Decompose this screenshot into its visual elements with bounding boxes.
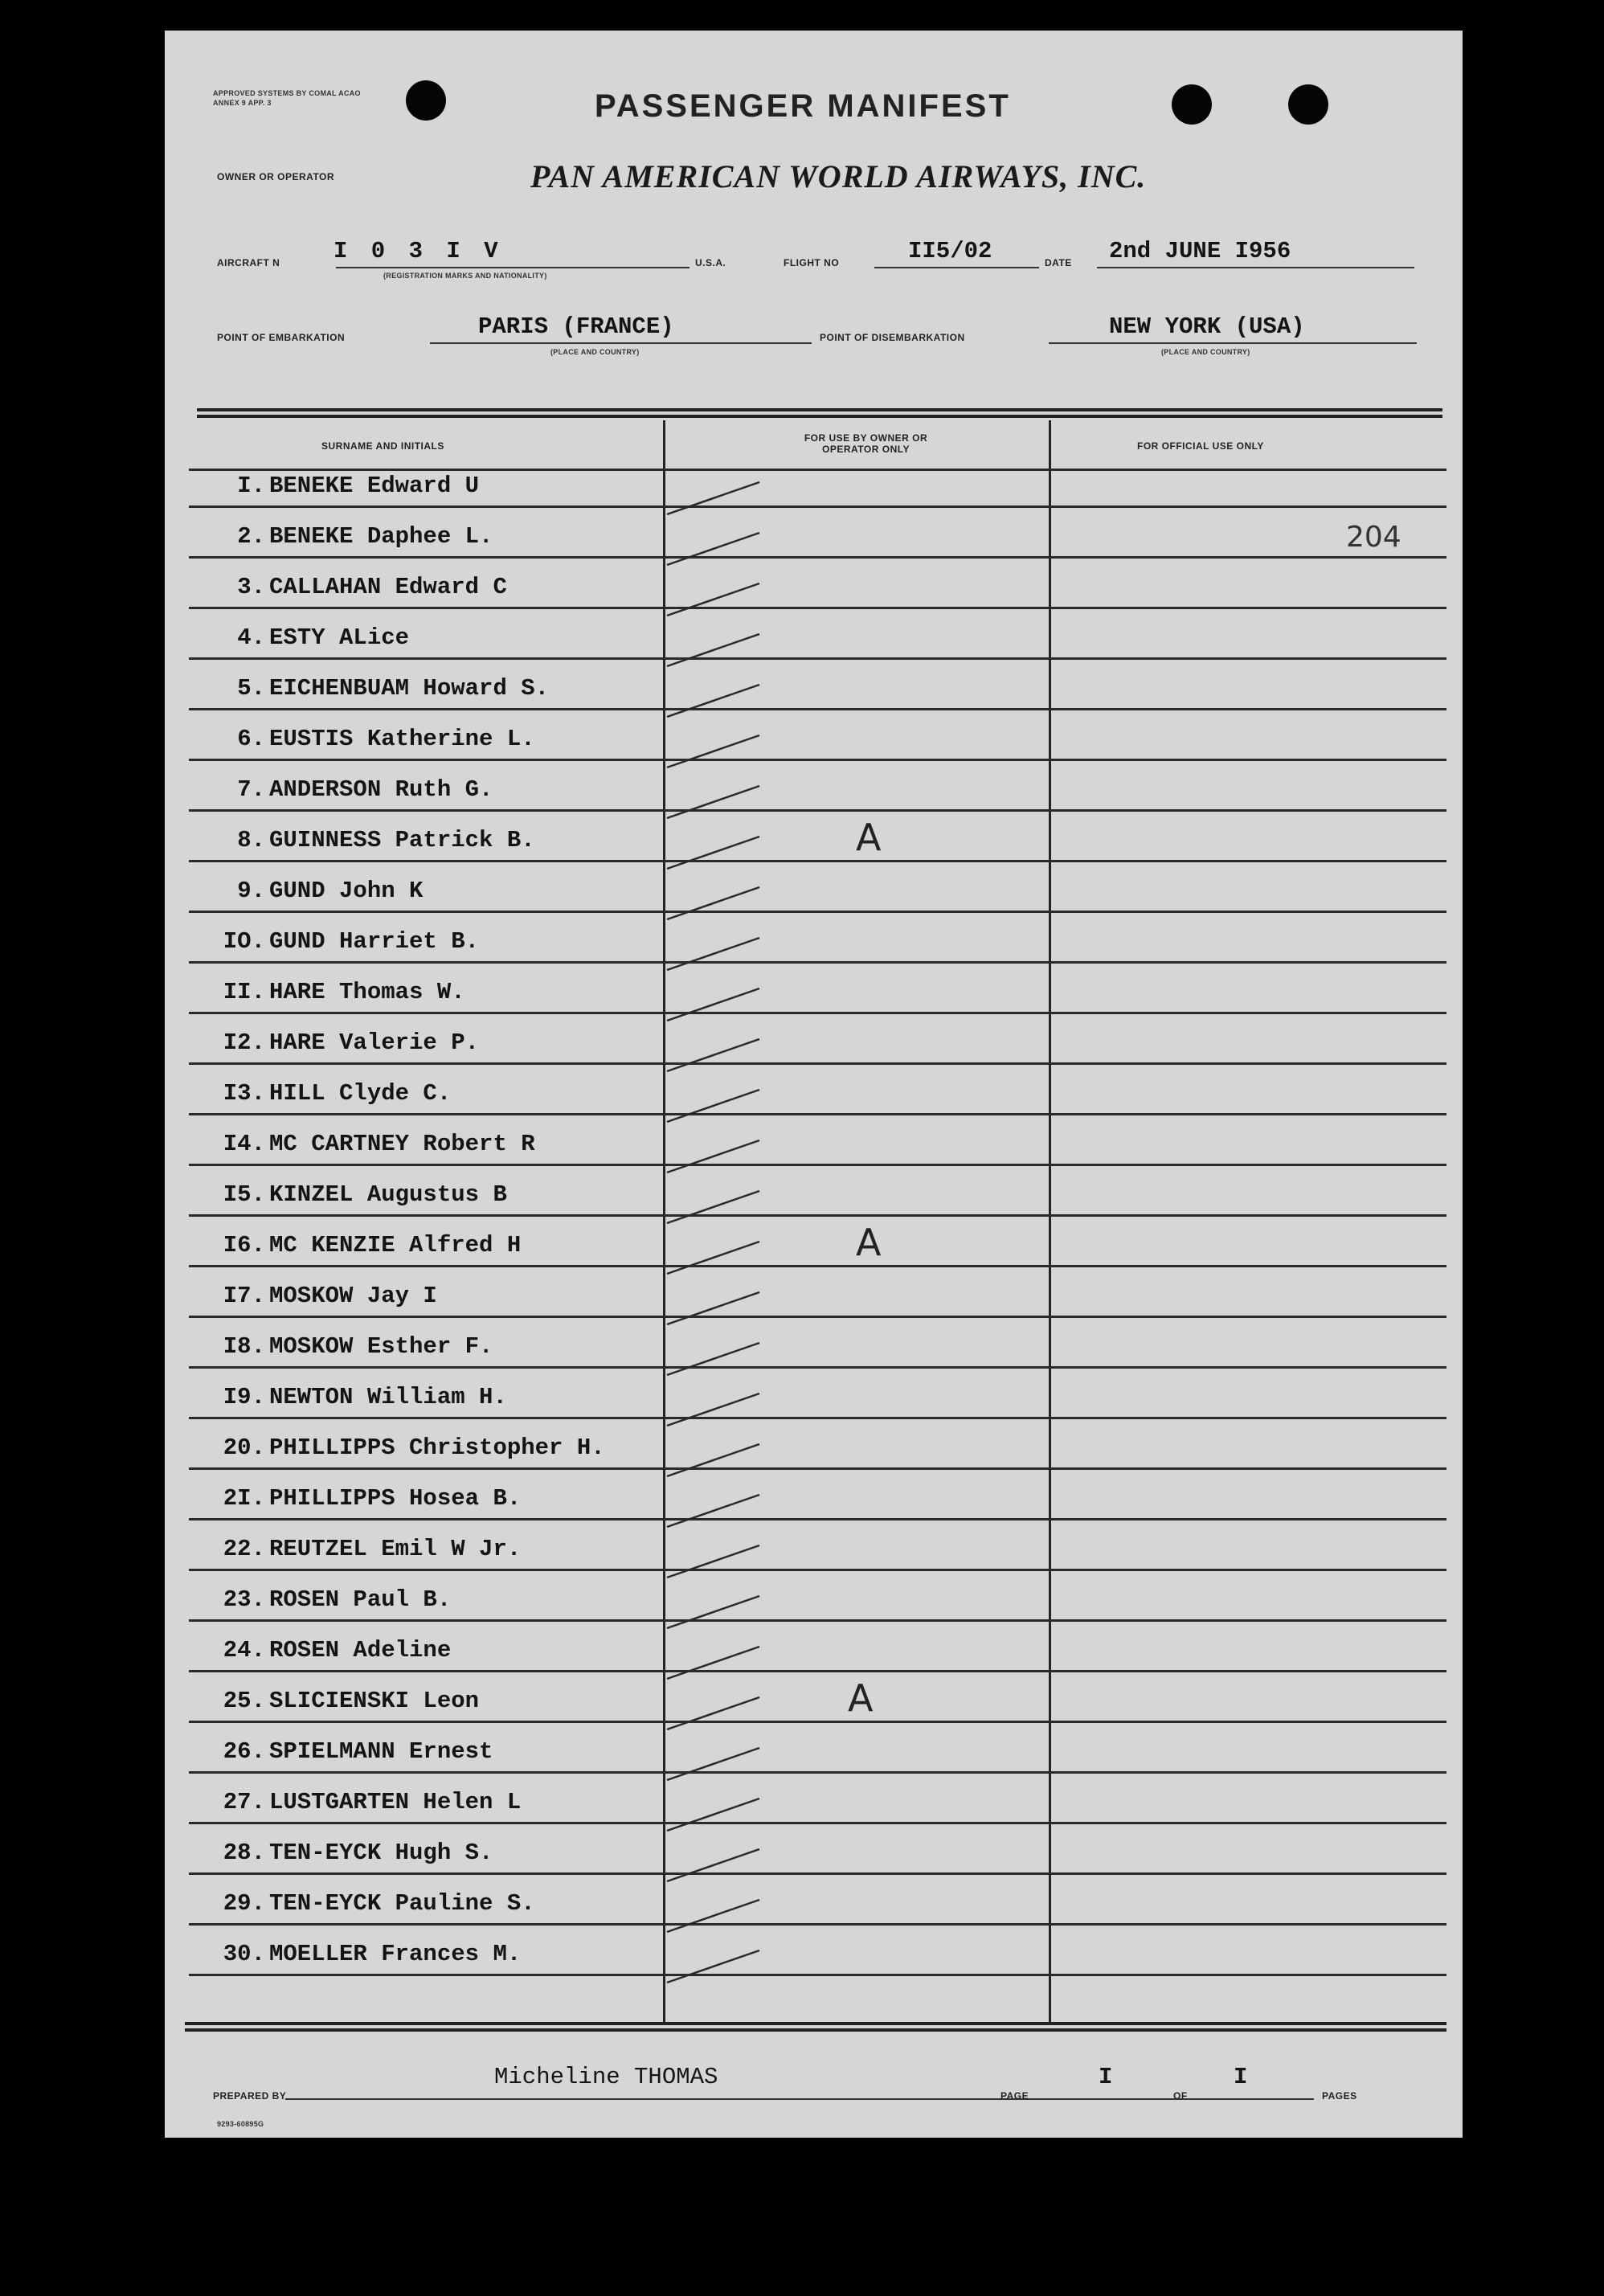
form-number: 9293-60895G: [217, 2120, 264, 2128]
page-label: PAGE: [1000, 2090, 1029, 2102]
check-tick: [667, 685, 759, 717]
passenger-number: I9.: [223, 1384, 265, 1410]
disembarkation-value: NEW YORK (USA): [1109, 313, 1305, 340]
check-tick: [667, 1343, 759, 1375]
passenger-number: 2.: [237, 523, 265, 550]
passenger-name: PHILLIPPS Christopher H.: [269, 1434, 605, 1461]
passenger-number: 3.: [237, 574, 265, 600]
passenger-name: HILL Clyde C.: [269, 1080, 452, 1107]
passenger-name: GUND John K: [269, 878, 424, 904]
check-tick: [667, 786, 759, 818]
check-tick: [667, 634, 759, 666]
check-tick: [667, 837, 759, 869]
check-tick: [667, 1748, 759, 1780]
passenger-name: NEWTON William H.: [269, 1384, 507, 1410]
passenger-name: EUSTIS Katherine L.: [269, 726, 535, 752]
passenger-name: SPIELMANN Ernest: [269, 1738, 493, 1765]
passenger-number: 25.: [223, 1688, 265, 1714]
check-tick: [667, 1799, 759, 1831]
owner-label: OWNER OR OPERATOR: [217, 171, 335, 182]
check-tick: [667, 1697, 759, 1729]
passenger-name: BENEKE Edward U: [269, 473, 480, 499]
passenger-name: GUINNESS Patrick B.: [269, 827, 535, 853]
passenger-number: I7.: [223, 1283, 265, 1309]
embarkation-note: (PLACE AND COUNTRY): [550, 348, 640, 356]
page-title: PASSENGER MANIFEST: [595, 88, 1011, 124]
column-official-use: FOR OFFICIAL USE ONLY: [1137, 440, 1264, 452]
tick-marks: [165, 31, 1463, 2138]
passenger-number: I3.: [223, 1080, 265, 1107]
flight-value: II5/02: [908, 238, 992, 264]
column-surname: SURNAME AND INITIALS: [321, 440, 444, 452]
check-tick: [667, 1242, 759, 1274]
check-tick: [667, 1849, 759, 1881]
passenger-number: 29.: [223, 1890, 265, 1917]
usa-label: U.S.A.: [695, 257, 726, 268]
passenger-number: 7.: [237, 776, 265, 803]
passenger-number: 28.: [223, 1840, 265, 1866]
passenger-name: SLICIENSKI Leon: [269, 1688, 480, 1714]
passenger-name: MC CARTNEY Robert R: [269, 1131, 535, 1157]
passenger-number: 2I.: [223, 1485, 265, 1512]
date-value: 2nd JUNE I956: [1109, 238, 1291, 264]
check-tick: [667, 1292, 759, 1324]
passenger-mark: A: [848, 1676, 874, 1720]
page-underline: [1041, 2098, 1314, 2100]
passenger-number: 27.: [223, 1789, 265, 1815]
check-tick: [667, 1191, 759, 1223]
passenger-number: 24.: [223, 1637, 265, 1664]
of-value: I: [1234, 2064, 1248, 2090]
passenger-name: HARE Thomas W.: [269, 979, 465, 1005]
passenger-name: TEN-EYCK Hugh S.: [269, 1840, 493, 1866]
check-tick: [667, 1545, 759, 1578]
official-note: 204: [1346, 521, 1401, 554]
passenger-name: ESTY ALice: [269, 624, 410, 651]
check-tick: [667, 1394, 759, 1426]
passenger-mark: A: [856, 1221, 882, 1264]
page-value: I: [1099, 2064, 1113, 2090]
check-tick: [667, 988, 759, 1021]
check-tick: [667, 482, 759, 514]
manifest-sheet: [165, 31, 1463, 2138]
passenger-number: 5.: [237, 675, 265, 702]
passenger-name: TEN-EYCK Pauline S.: [269, 1890, 535, 1917]
passenger-number: 26.: [223, 1738, 265, 1765]
passenger-name: KINZEL Augustus B: [269, 1181, 507, 1208]
passenger-number: 30.: [223, 1941, 265, 1967]
passenger-number: 8.: [237, 827, 265, 853]
passenger-name: LUSTGARTEN Helen L: [269, 1789, 522, 1815]
approval-stamp: APPROVED SYSTEMS BY COMAL ACAO ANNEX 9 APP. 3: [213, 89, 361, 107]
check-tick: [667, 1596, 759, 1628]
passenger-number: I8.: [223, 1333, 265, 1360]
passenger-number: I2.: [223, 1029, 265, 1056]
check-tick: [667, 735, 759, 767]
passenger-name: GUND Harriet B.: [269, 928, 480, 955]
passenger-number: 6.: [237, 726, 265, 752]
flight-label: FLIGHT NO: [784, 257, 840, 268]
passenger-name: MOSKOW Esther F.: [269, 1333, 493, 1360]
passenger-number: I6.: [223, 1232, 265, 1259]
check-tick: [667, 938, 759, 970]
embarkation-label: POINT OF EMBARKATION: [217, 332, 346, 343]
prepared-value: Micheline THOMAS: [494, 2064, 718, 2090]
passenger-name: ANDERSON Ruth G.: [269, 776, 493, 803]
of-label: OF: [1173, 2090, 1188, 2102]
passenger-number: 20.: [223, 1434, 265, 1461]
column-owner-use: FOR USE BY OWNER OR OPERATOR ONLY: [804, 432, 928, 455]
disembarkation-note: (PLACE AND COUNTRY): [1161, 348, 1250, 356]
owner-value: PAN AMERICAN WORLD AIRWAYS, INC.: [530, 158, 1147, 194]
passenger-number: I.: [237, 473, 265, 499]
check-tick: [667, 1140, 759, 1173]
check-tick: [667, 583, 759, 616]
passenger-name: MOELLER Frances M.: [269, 1941, 522, 1967]
aircraft-value: I 0 3 I V: [333, 238, 503, 264]
passenger-number: 23.: [223, 1586, 265, 1613]
passenger-number: IO.: [223, 928, 265, 955]
check-tick: [667, 1647, 759, 1679]
passenger-name: ROSEN Paul B.: [269, 1586, 452, 1613]
check-tick: [667, 1444, 759, 1476]
passenger-name: CALLAHAN Edward C: [269, 574, 507, 600]
check-tick: [667, 1900, 759, 1932]
embarkation-value: PARIS (FRANCE): [478, 313, 674, 340]
passenger-number: 4.: [237, 624, 265, 651]
passenger-name: MOSKOW Jay I: [269, 1283, 437, 1309]
check-tick: [667, 1039, 759, 1071]
passenger-name: EICHENBUAM Howard S.: [269, 675, 550, 702]
passenger-name: HARE Valerie P.: [269, 1029, 480, 1056]
passenger-number: I4.: [223, 1131, 265, 1157]
passenger-name: REUTZEL Emil W Jr.: [269, 1536, 522, 1562]
footer-rule: [185, 2022, 1446, 2025]
passenger-mark: A: [856, 816, 882, 859]
passenger-number: I5.: [223, 1181, 265, 1208]
prepared-label: PREPARED BY: [213, 2090, 287, 2102]
passenger-name: PHILLIPPS Hosea B.: [269, 1485, 522, 1512]
pages-label: PAGES: [1322, 2090, 1357, 2102]
footer-rule: [185, 2028, 1446, 2032]
passenger-name: MC KENZIE Alfred H: [269, 1232, 522, 1259]
check-tick: [667, 1950, 759, 1983]
check-tick: [667, 533, 759, 565]
registration-note: (REGISTRATION MARKS AND NATIONALITY): [383, 272, 547, 280]
check-tick: [667, 887, 759, 919]
disembarkation-label: POINT OF DISEMBARKATION: [820, 332, 965, 343]
check-tick: [667, 1090, 759, 1122]
date-label: DATE: [1045, 257, 1072, 268]
passenger-number: 22.: [223, 1536, 265, 1562]
passenger-name: BENEKE Daphee L.: [269, 523, 493, 550]
aircraft-label: AIRCRAFT N: [217, 257, 280, 268]
passenger-name: ROSEN Adeline: [269, 1637, 452, 1664]
passenger-number: II.: [223, 979, 265, 1005]
check-tick: [667, 1495, 759, 1527]
passenger-number: 9.: [237, 878, 265, 904]
